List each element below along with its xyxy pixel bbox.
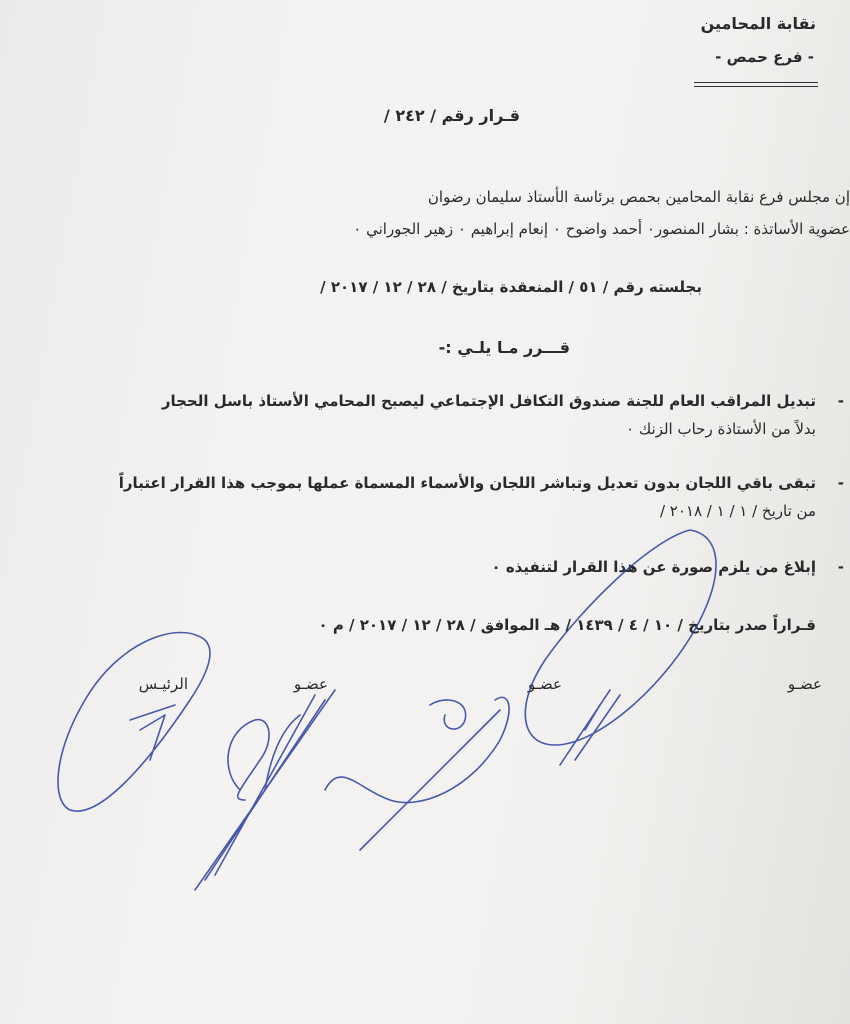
item-1-line-1: تبديل المراقب العام للجنة صندوق التكافل الإجتماعي ليصبح المحامي الأستاذ باسل الحجار	[161, 392, 816, 410]
session-line: بجلسته رقم / ٥١ / المنعقدة بتاريخ / ٢٨ / ١٢ / ٢٠١٧ /	[320, 278, 702, 296]
signature-member-3	[228, 720, 269, 800]
signatory-president: الرئيـس	[138, 675, 188, 693]
item-2-dash: -	[837, 474, 844, 492]
item-3-dash: -	[837, 558, 844, 576]
header-rule-bottom	[694, 86, 818, 87]
signature-president	[58, 633, 210, 812]
signature-member-2	[325, 697, 509, 802]
decision-title: قـرار رقم / ٢٤٢ /	[383, 106, 520, 125]
item-2-line-2: من تاريخ / ١ / ١ / ٢٠١٨ /	[659, 502, 816, 520]
header-rule-top	[694, 82, 818, 83]
intro-line-1: إن مجلس فرع نقابة المحامين بحمص برئاسة الأستاذ سليمان رضوان	[427, 188, 850, 206]
item-1-dash: -	[837, 392, 844, 410]
issued-date-line: قـراراً صدر بتاريخ / ١٠ / ٤ / ١٤٣٩ / هـ الموافق / ٢٨ / ١٢ / ٢٠١٧ / م ٠	[318, 616, 816, 634]
item-1-line-2: بدلاً من الأستاذة رحاب الزنك ٠	[626, 420, 816, 438]
signatory-member-1: عضـو	[787, 675, 822, 693]
resolved-heading: قـــرر مـا يلـي :-	[438, 338, 570, 357]
branch-name: - فرع حمص -	[715, 48, 814, 66]
item-3-line-1: إبلاغ من يلزم صورة عن هذا القرار لتنفيذه ٠	[491, 558, 816, 576]
signatory-member-2: عضـو	[527, 675, 562, 693]
signatory-member-3: عضـو	[293, 675, 328, 693]
org-name: نقابة المحامين	[700, 14, 816, 33]
item-2-line-1: تبقى باقي اللجان بدون تعديل وتباشر اللجان والأسماء المسماة عملها بموجب هذا القرار اعتباراً	[118, 474, 816, 492]
intro-line-2: عضوية الأساتذة : بشار المنصور٠ أحمد واضوح ٠ إنعام إبراهيم ٠ زهير الجوراني ٠	[353, 220, 850, 238]
